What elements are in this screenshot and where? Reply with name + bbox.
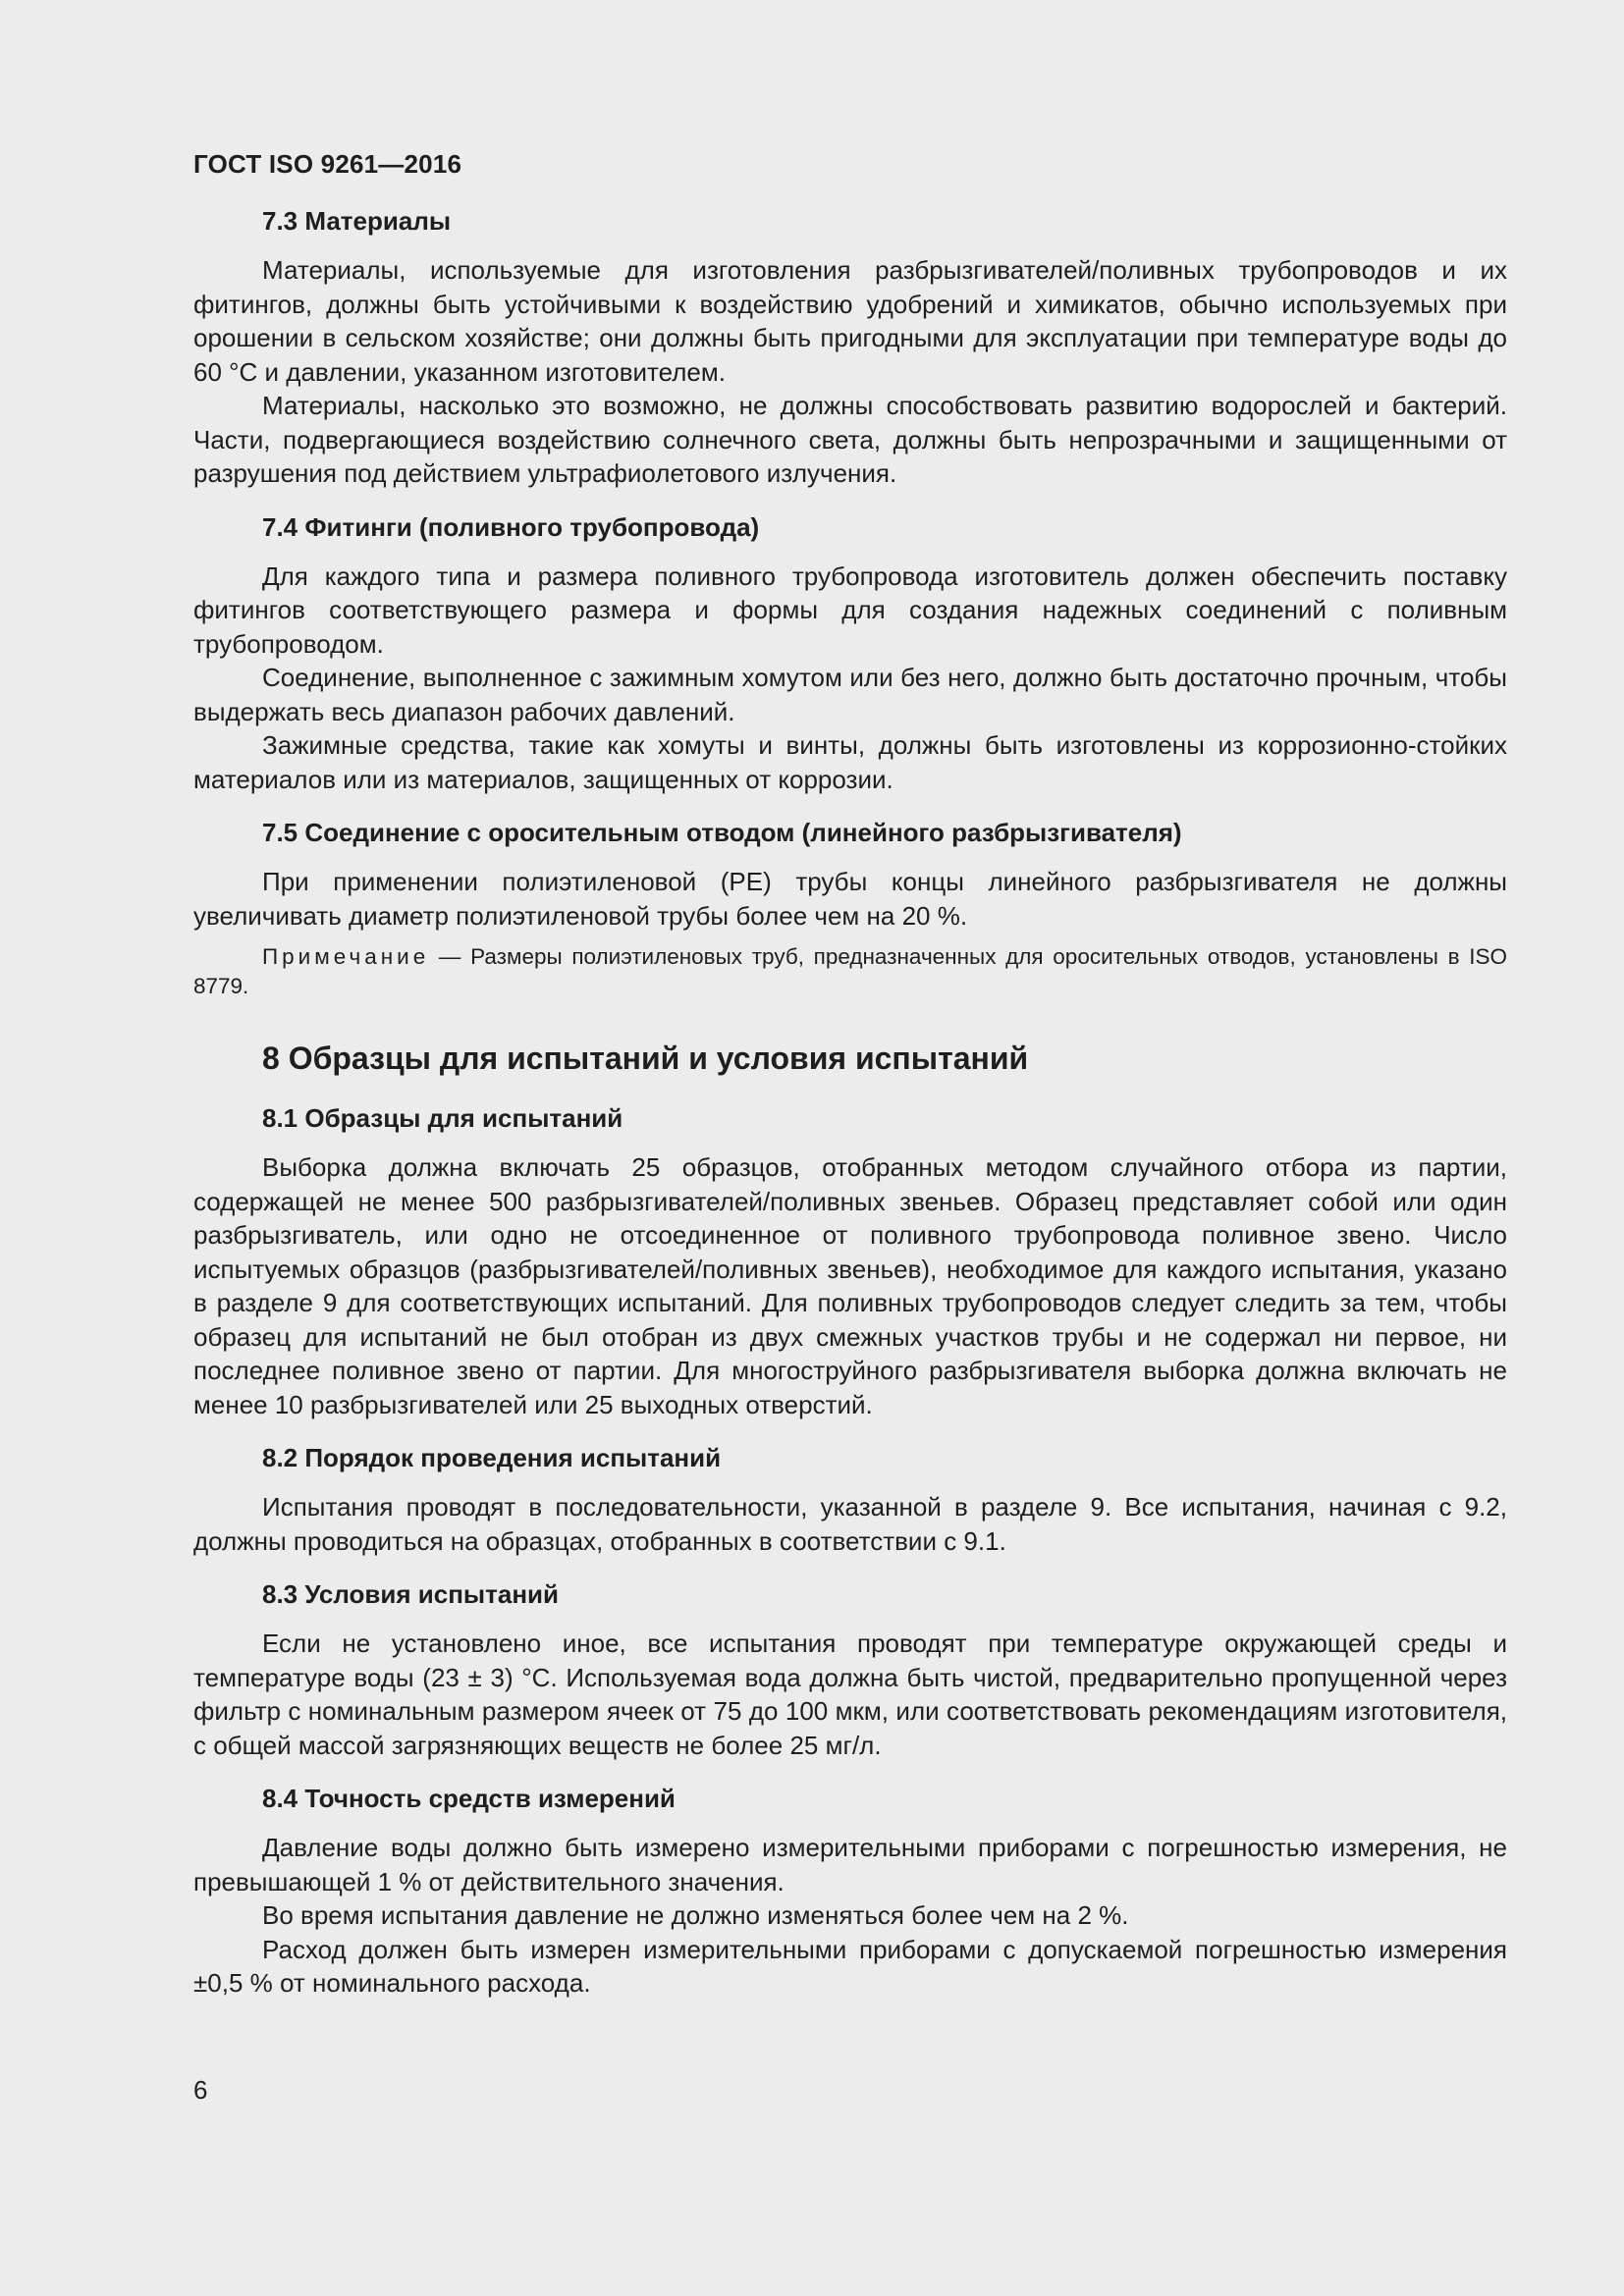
- document-page: [193, 147, 1507, 2001]
- running-header: ГОСТ ISO 9261—2016: [193, 149, 462, 179]
- section-8-1-paragraph-1: Выборка должна включать 25 образцов, отобранных методом случайного отбора из партии, содержащей не менее 500 разбрызгивателей/поливных звеньев. Образец представляет собой или один разбрызгиватель, или одно не отсоединенное от поливного трубопровода поливное звено. Число испытуемых образцов (разбрызгивателей/поливных звеньев), необходимое для каждого испытания, указано в разделе 9 для соответствующих испытаний. Для поливных трубопроводов следует следить за тем, чтобы образец для испытаний не был отобран из двух смежных участков трубы и не содержал ни первое, ни последнее поливное звено от партии. Для многоструйного разбрызгивателя выборка должна включать не менее 10 разбрызгивателей или 25 выходных отверстий.: [193, 1152, 1507, 1419]
- note-text: — Размеры полиэтиленовых труб, предназначенных для оросительных отводов, установлены в ISO 8779.: [193, 944, 1507, 998]
- section-7-3-paragraph-1: Материалы, используемые для изготовления разбрызгивателей/поливных трубопроводов и их фитингов, должны быть устойчивыми к воздействию удобрений и химикатов, обычно используемых при орошении в сельском хозяйстве; они должны быть пригодными для эксплуатации при температуре воды до 60 °C и давлении, указанном изготовителем.: [193, 255, 1507, 387]
- section-8-4-paragraph-2: Во время испытания давление не должно изменяться более чем на 2 %.: [262, 1900, 1129, 1930]
- section-7-4-heading: 7.4 Фитинги (поливного трубопровода): [262, 511, 760, 542]
- section-7-4-paragraph-1: Для каждого типа и размера поливного трубопровода изготовитель должен обеспечить поставку фитингов соответствующего размера и формы для создания надежных соединений с поливным трубопроводом.: [193, 561, 1507, 659]
- section-8-2-paragraph-1: Испытания проводят в последовательности, указанной в разделе 9. Все испытания, начиная с 9.2, должны проводиться на образцах, отобранных в соответствии с 9.1.: [193, 1492, 1507, 1556]
- section-8-4-heading: 8.4 Точность средств измерений: [262, 1784, 676, 1813]
- section-8-4-paragraph-3: Расход должен быть измерен измерительными приборами с допускаемой погрешностью измерения ±0,5 % от номинального расхода.: [193, 1934, 1507, 1998]
- chapter-8-heading: 8 Образцы для испытаний и условия испытаний: [262, 1041, 1029, 1076]
- section-8-3-heading: 8.3 Условия испытаний: [262, 1579, 559, 1609]
- section-7-5-paragraph-1: При применении полиэтиленовой (PE) трубы концы линейного разбрызгивателя не должны увеличивать диаметр полиэтиленовой трубы более чем на 20 %.: [193, 867, 1507, 931]
- section-8-1-heading: 8.1 Образцы для испытаний: [262, 1103, 623, 1133]
- section-7-5-heading: 7.5 Соединение с оросительным отводом (линейного разбрызгивателя): [262, 818, 1182, 847]
- page-number: 6: [193, 2075, 208, 2105]
- section-7-5-note: [193, 942, 1507, 1001]
- section-8-4-paragraph-1: Давление воды должно быть измерено измерительными приборами с погрешностью измерения, не превышающей 1 % от действительного значения.: [193, 1833, 1507, 1896]
- section-8-2-heading: 8.2 Порядок проведения испытаний: [262, 1443, 722, 1472]
- section-7-4-paragraph-2: Соединение, выполненное с зажимным хомутом или без него, должно быть достаточно прочным, чтобы выдержать весь диапазон рабочих давлений.: [193, 663, 1507, 726]
- section-7-3-paragraph-2: Материалы, насколько это возможно, не должны способствовать развитию водорослей и бактерий. Части, подвергающиеся воздействию солнечного света, должны быть непрозрачными и защищенными от разрушения под действием ультрафиолетового излучения.: [193, 391, 1507, 488]
- note-label: Примечание: [262, 944, 430, 969]
- section-7-3-heading: 7.3 Материалы: [262, 206, 452, 236]
- section-8-3-paragraph-1: Если не установлено иное, все испытания проводят при температуре окружающей среды и температуре воды (23 ± 3) °C. Используемая вода должна быть чистой, предварительно пропущенной через фильтр с номинальным размером ячеек от 75 до 100 мкм, или соответствовать рекомендациям изготовителя, с общей массой загрязняющих веществ не более 25 мг/л.: [193, 1629, 1507, 1760]
- section-7-4-paragraph-3: Зажимные средства, такие как хомуты и винты, должны быть изготовлены из коррозионно-стойких материалов или из материалов, защищенных от коррозии.: [193, 730, 1507, 794]
